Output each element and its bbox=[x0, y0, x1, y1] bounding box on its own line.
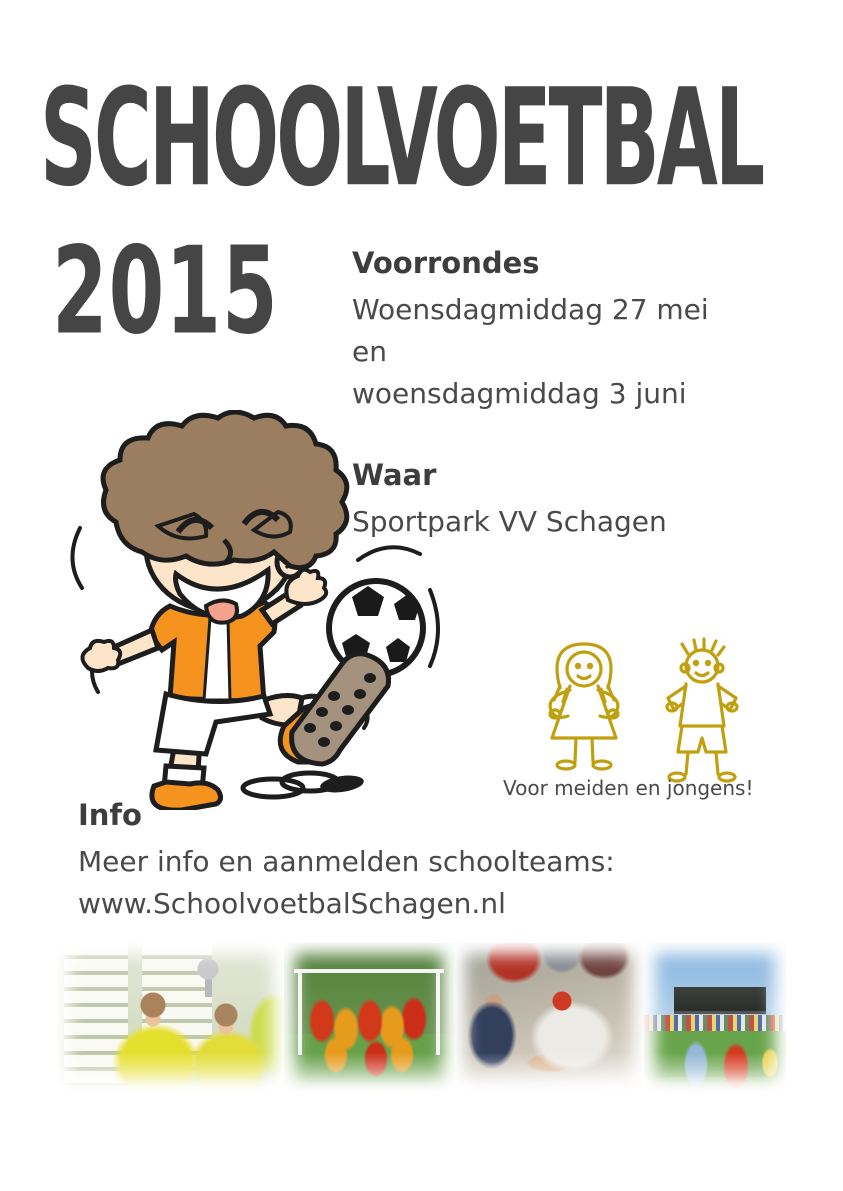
info-line-1: Meer info en aanmelden schoolteams: bbox=[78, 845, 615, 878]
waar-heading: Waar bbox=[352, 458, 437, 492]
voorrondes-line-3: woensdagmiddag 3 juni bbox=[352, 377, 687, 410]
photo-kids-with-trophy bbox=[58, 943, 284, 1095]
photo-crowd-on-field bbox=[644, 943, 786, 1095]
voorrondes-line-2: en bbox=[352, 335, 387, 368]
photo-strip bbox=[58, 943, 786, 1095]
info-section bbox=[78, 798, 615, 925]
boy-figure bbox=[667, 639, 737, 781]
cleat-sole bbox=[292, 654, 389, 764]
info-heading: Info bbox=[78, 798, 142, 832]
shorts bbox=[156, 694, 270, 754]
waar-line-1: Sportpark VV Schagen bbox=[352, 505, 667, 538]
voorrondes-section bbox=[352, 246, 709, 415]
boy-kicking-ball-illustration bbox=[58, 410, 448, 810]
photo-team-at-goal bbox=[284, 943, 454, 1095]
photo-coach-helping-player bbox=[454, 943, 644, 1095]
poster-year: 2015 bbox=[52, 221, 279, 361]
info-line-2: www.SchoolvoetbalSchagen.nl bbox=[78, 887, 506, 920]
voorrondes-line-1: Woensdagmiddag 27 mei bbox=[352, 293, 709, 326]
kids-caption: Voor meiden en jongens! bbox=[503, 776, 754, 800]
tongue bbox=[206, 600, 237, 622]
poster-title: SCHOOLVOETBAL bbox=[40, 60, 763, 217]
girl-figure bbox=[550, 644, 618, 769]
skid-marks bbox=[243, 773, 365, 797]
girl-and-boy-line-drawing bbox=[522, 636, 742, 786]
left-hand bbox=[82, 641, 120, 671]
voorrondes-heading: Voorrondes bbox=[352, 246, 540, 280]
